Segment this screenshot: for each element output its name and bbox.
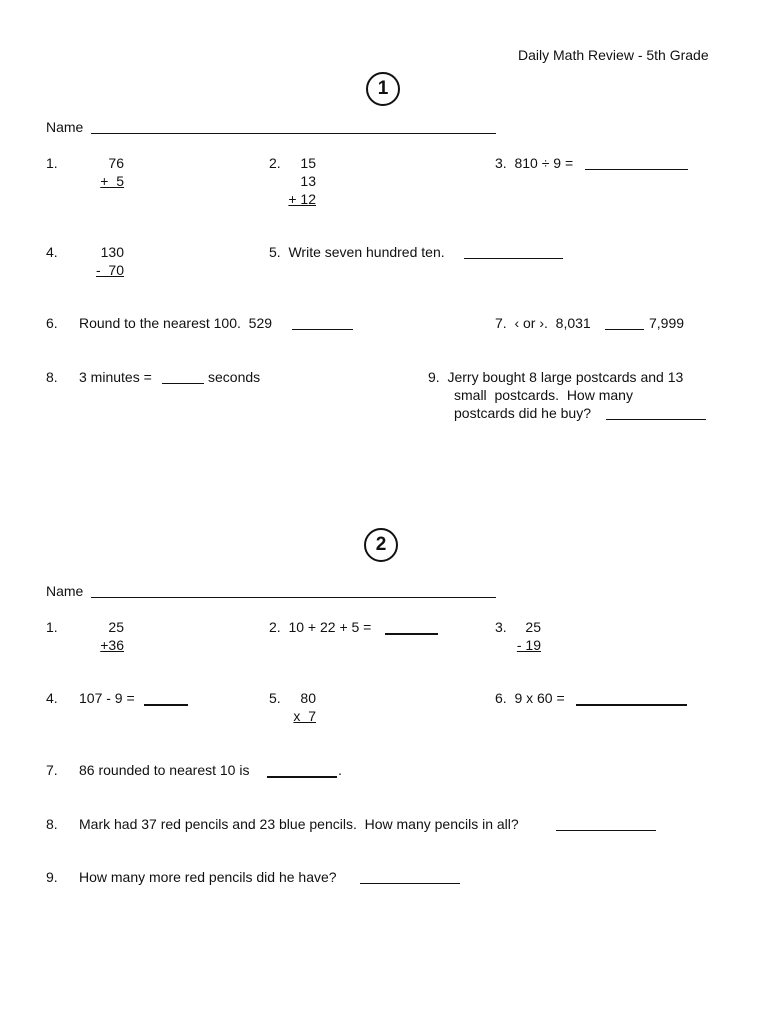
s2-q9-number: 9. [46, 869, 58, 885]
s1-q4-top: 130 [100, 244, 124, 260]
name-label: Name [46, 583, 84, 599]
s2-q4-text: 107 - 9 = [79, 690, 135, 706]
s2-q1-number: 1. [46, 619, 58, 635]
s1-q2-number: 2. [269, 155, 281, 171]
s2-q7-period: . [338, 762, 342, 778]
s2-q1-top: 25 [108, 619, 124, 635]
s2-q9-text: How many more red pencils did he have? [79, 869, 337, 885]
section-number-2: 2 [364, 528, 398, 562]
s1-q9-line3: postcards did he buy? [454, 405, 591, 421]
s1-q2-b: 13 [300, 173, 316, 189]
s1-q1-bottom: + 5 [100, 173, 124, 189]
s2-q7-number: 7. [46, 762, 58, 778]
s2-q5-bottom: x 7 [293, 708, 316, 724]
s2-q4-answer-blank[interactable] [144, 704, 188, 706]
s1-q3-answer-blank[interactable] [585, 169, 688, 170]
s1-q9-line1: 9. Jerry bought 8 large postcards and 13 [428, 369, 684, 385]
s1-q2-a: 15 [300, 155, 316, 171]
s1-q2-c: + 12 [288, 191, 316, 207]
name-blank[interactable] [91, 133, 496, 134]
s2-q3-bottom: - 19 [516, 637, 541, 653]
s1-q8-number: 8. [46, 369, 58, 385]
s2-q3-top: 25 [525, 619, 541, 635]
s2-q7-text: 86 rounded to nearest 10 is [79, 762, 250, 778]
s2-q5-number: 5. [269, 690, 281, 706]
s1-q3-text: 3. 810 ÷ 9 = [495, 155, 574, 171]
s1-q7-after: 7,999 [649, 315, 685, 331]
s2-q2-text: 2. 10 + 22 + 5 = [269, 619, 372, 635]
s1-q4-number: 4. [46, 244, 58, 260]
s2-q4-number: 4. [46, 690, 58, 706]
s1-q5-answer-blank[interactable] [464, 258, 563, 259]
s2-q5-top: 80 [300, 690, 316, 706]
s1-q8-answer-blank[interactable] [162, 383, 204, 384]
s2-q1-bottom: +36 [100, 637, 124, 653]
s2-q8-number: 8. [46, 816, 58, 832]
s1-q8-text: 3 minutes = [79, 369, 152, 385]
worksheet-title: Daily Math Review - 5th Grade [518, 47, 709, 63]
s1-q9-answer-blank[interactable] [606, 419, 706, 420]
s2-q9-answer-blank[interactable] [360, 883, 460, 884]
s1-q7-text: 7. ‹ or ›. 8,031 [495, 315, 591, 331]
s2-q8-text: Mark had 37 red pencils and 23 blue pencils. How many pencils in all? [79, 816, 519, 832]
s1-q8-after: seconds [208, 369, 261, 385]
s1-q4-bottom: - 70 [95, 262, 124, 278]
s1-q1-top: 76 [108, 155, 124, 171]
section-number-1: 1 [366, 72, 400, 106]
s1-q9-line2: small postcards. How many [454, 387, 633, 403]
s2-q6-answer-blank[interactable] [576, 704, 687, 706]
name-label: Name [46, 119, 84, 135]
s1-q1-number: 1. [46, 155, 58, 171]
s2-q3-number: 3. [495, 619, 507, 635]
name-blank[interactable] [91, 597, 496, 598]
s1-q6-text: Round to the nearest 100. 529 [79, 315, 273, 331]
s2-q8-answer-blank[interactable] [556, 830, 656, 831]
s1-q7-answer-blank[interactable] [605, 329, 644, 330]
s1-q6-number: 6. [46, 315, 58, 331]
s1-q5-text: 5. Write seven hundred ten. [269, 244, 445, 260]
s1-q6-answer-blank[interactable] [292, 329, 353, 330]
s2-q7-answer-blank[interactable] [267, 776, 337, 778]
s2-q2-answer-blank[interactable] [385, 633, 438, 635]
s2-q6-text: 6. 9 x 60 = [495, 690, 565, 706]
